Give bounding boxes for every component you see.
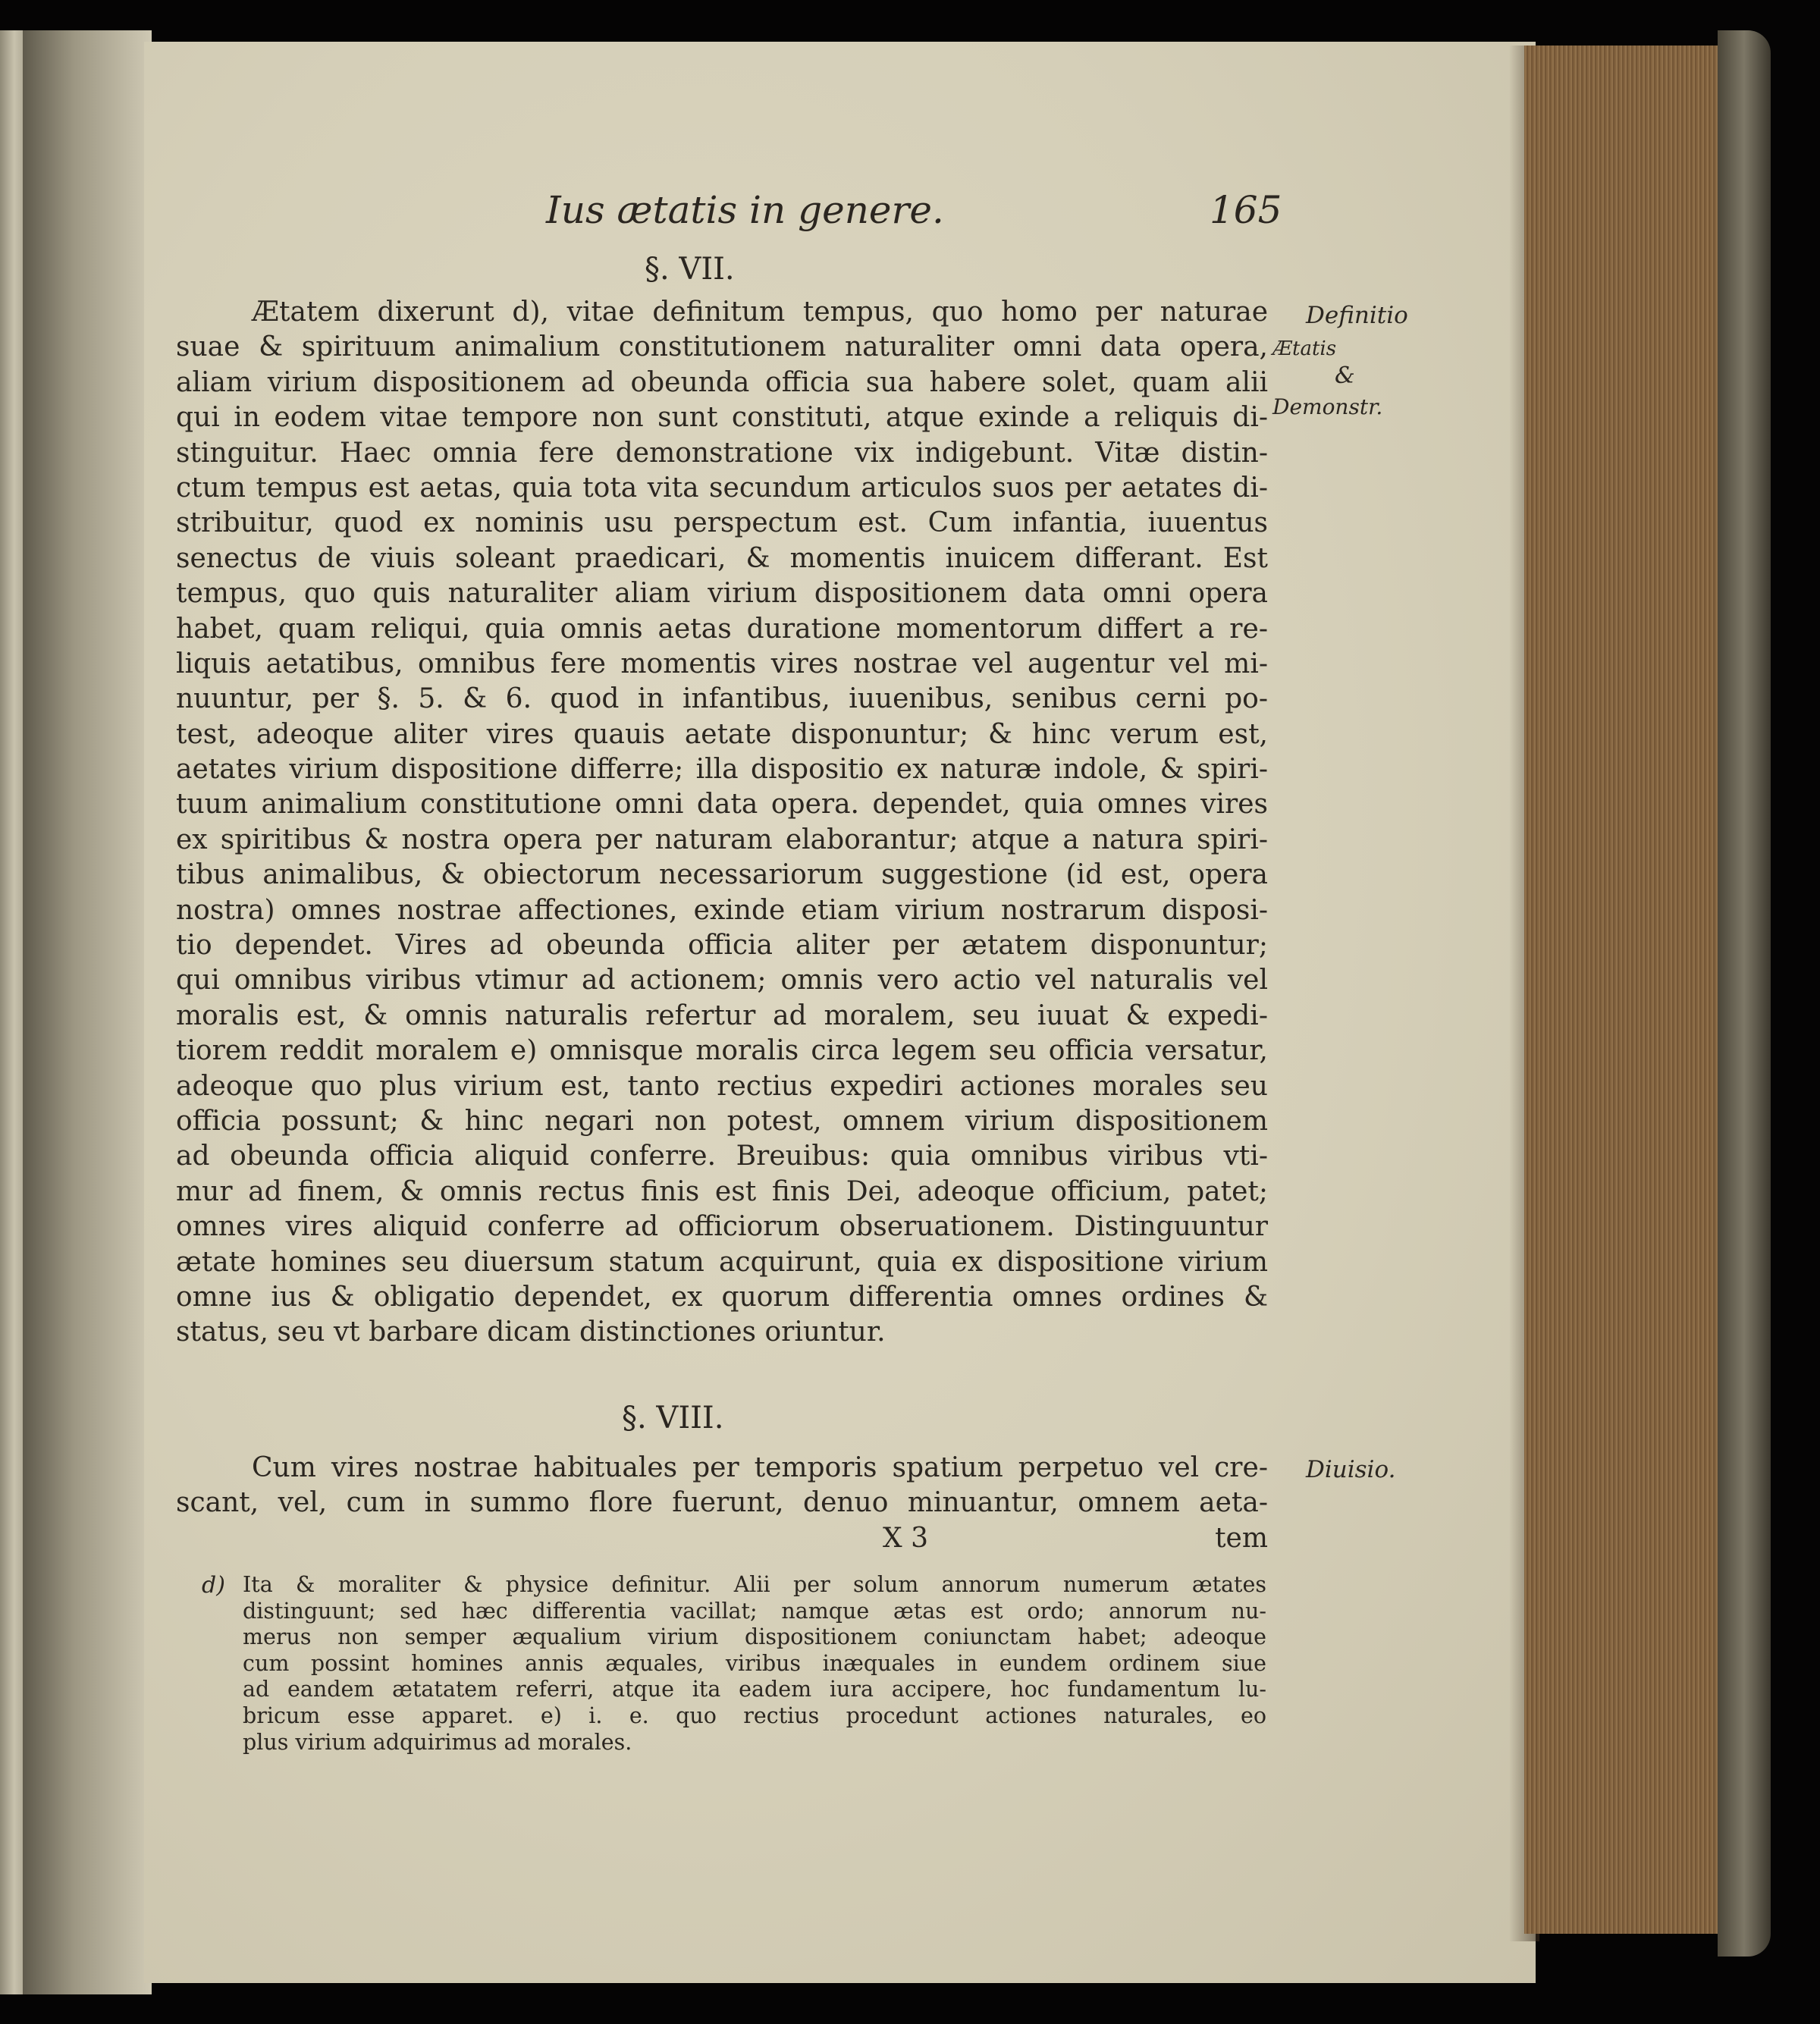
body-line: qui omnibus viribus vtimur ad actionem; omnis vero actio vel naturalis vel — [176, 965, 1268, 996]
body-line: adeoque quo plus virium est, tanto rectius expediri actiones morales seu — [176, 1070, 1268, 1102]
margin-note-demonstr: Demonstr. — [1272, 394, 1383, 419]
body-line: tempus, quo quis naturaliter aliam virium dispositionem data omni opera — [176, 578, 1268, 610]
page-number: 165 — [1210, 188, 1282, 232]
body-line: Cum vires nostrae habituales per temporis spatium perpetuo vel cre- — [252, 1452, 1268, 1483]
book-cover-edge — [1718, 30, 1771, 1957]
body-line: omne ius & obligatio dependet, ex quorum differentia omnes ordines & — [176, 1281, 1268, 1313]
section-heading-7: §. VII. — [645, 252, 735, 287]
body-line: ætate homines seu diuersum statum acquirunt, quia ex dispositione virium — [176, 1246, 1268, 1278]
footnote-line: cum possint homines annis æquales, viribus inæquales in eundem ordinem siue — [243, 1650, 1266, 1676]
book-gutter — [23, 30, 152, 1994]
section-7-text — [176, 295, 1268, 1351]
footnotes — [243, 1572, 1266, 1756]
body-line: scant, vel, cum in summo flore fuerunt, denuo minuantur, omnem aeta- — [176, 1487, 1268, 1519]
catchword: tem — [1215, 1523, 1268, 1554]
body-line: omnes vires aliquid conferre ad officiorum obseruationem. Distinguuntur — [176, 1211, 1268, 1243]
body-line: qui in eodem vitae tempore non sunt constituti, atque exinde a reliquis di- — [176, 402, 1268, 434]
body-line: nostra) omnes nostrae affectiones, exinde etiam virium nostrarum disposi- — [176, 894, 1268, 926]
body-line: status, seu vt barbare dicam distinctiones oriuntur. — [176, 1316, 886, 1348]
footnote-line: Ita & moraliter & physice definitur. Alii per solum annorum numerum ætates — [243, 1572, 1266, 1597]
footnote-line: bricum esse apparet. e) i. e. quo rectius procedunt actiones naturales, eo — [243, 1702, 1266, 1728]
body-line: ctum tempus est aetas, quia tota vita secundum articulos suos per aetates di- — [176, 472, 1268, 504]
body-line: aliam virium dispositionem ad obeunda officia sua habere solet, quam alii — [176, 366, 1268, 398]
signature-mark: X 3 — [883, 1523, 928, 1554]
body-line: ex spiritibus & nostra opera per naturam elaborantur; atque a natura spiri- — [176, 824, 1268, 855]
body-line: senectus de viuis soleant praedicari, & momentis inuicem differant. Est — [176, 542, 1268, 574]
body-line: moralis est, & omnis naturalis refertur ad moralem, seu iuuat & expedi- — [176, 999, 1268, 1031]
footnote-line: distinguunt; sed hæc differentia vacillat; namque ætas est ordo; annorum nu- — [243, 1598, 1266, 1624]
margin-note-aetatis: Ætatis — [1272, 337, 1337, 360]
body-line: stribuitur, quod ex nominis usu perspectum est. Cum infantia, iuuentus — [176, 507, 1268, 539]
footnote-line: merus non semper æqualium virium dispositionem coniunctam habet; adeoque — [243, 1624, 1266, 1650]
footnote-line: plus virium adquirimus ad morales. — [243, 1729, 632, 1755]
body-line: nuuntur, per §. 5. & 6. quod in infantibus, iuuenibus, senibus cerni po- — [176, 683, 1268, 715]
footnote-mark: d) — [202, 1572, 225, 1599]
body-line: stinguitur. Haec omnia fere demonstratione vix indigebunt. Vitæ distin- — [176, 437, 1268, 469]
footnote-line: ad eandem ætatatem referri, atque ita eadem iura accipere, hoc fundamentum lu- — [243, 1677, 1266, 1702]
body-line: habet, quam reliqui, quia omnis aetas duratione momentorum differt a re- — [176, 613, 1268, 645]
body-line: tuum animalium constitutione omni data opera. dependet, quia omnes vires — [176, 789, 1268, 821]
margin-note-ampersand: & — [1335, 362, 1355, 389]
section-heading-8: §. VIII. — [622, 1401, 724, 1436]
body-line: tio dependet. Vires ad obeunda officia aliter per ætatem disponuntur; — [176, 930, 1268, 962]
margin-note-diuisio: Diuisio. — [1306, 1456, 1396, 1483]
body-line: tiorem reddit moralem e) omnisque moralis circa legem seu officia versatur, — [176, 1035, 1268, 1067]
body-line: tibus animalibus, & obiectorum necessariorum suggestione (id est, opera — [176, 859, 1268, 891]
signature-line — [176, 1523, 1268, 1558]
running-head: Ius ætatis in genere. — [546, 188, 944, 232]
body-line: ad obeunda officia aliquid conferre. Breuibus: quia omnibus viribus vti- — [176, 1141, 1268, 1172]
body-line: mur ad finem, & omnis rectus finis est finis Dei, adeoque officium, patet; — [176, 1175, 1268, 1207]
body-line: Ætatem dixerunt d), vitae definitum tempus, quo homo per naturae — [252, 297, 1268, 328]
body-line: suae & spirituum animalium constitutionem naturaliter omni data opera, — [176, 331, 1268, 363]
margin-note-definitio: Definitio — [1306, 302, 1408, 329]
body-line: liquis aetatibus, omnibus fere momentis vires nostrae vel augentur vel mi- — [176, 648, 1268, 679]
body-line: test, adeoque aliter vires quauis aetate disponuntur; & hinc verum est, — [176, 718, 1268, 750]
body-line: officia possunt; & hinc negari non potest, omnem virium dispositionem — [176, 1105, 1268, 1137]
section-8-text — [176, 1451, 1268, 1521]
body-line: aetates virium dispositione differre; illa dispositio ex naturæ indole, & spiri- — [176, 754, 1268, 786]
